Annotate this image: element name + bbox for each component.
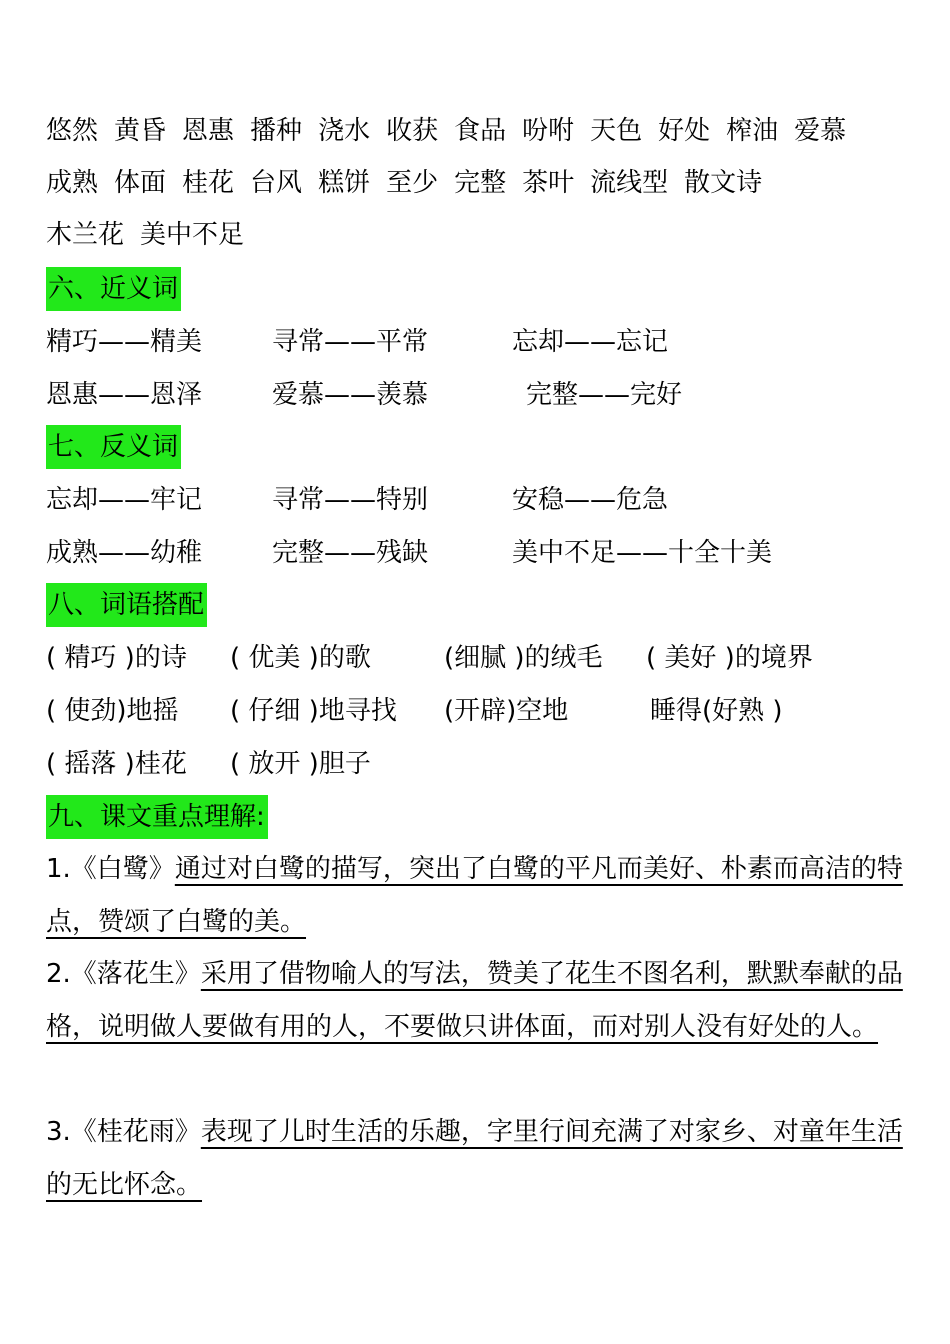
collocation: (开辟)空地	[444, 696, 569, 726]
antonym-pair: 忘却——牢记	[46, 485, 203, 515]
vocab-word: 收获	[386, 116, 439, 146]
vocab-word: 浇水	[318, 116, 371, 146]
collocation: ( 仔细 )地寻找	[230, 696, 397, 726]
collocation: ( 使劲)地摇	[46, 696, 179, 726]
antonym-pair: 安稳——危急	[512, 485, 669, 515]
vocab-word: 黄昏	[114, 116, 167, 146]
antonym-pair: 寻常——特别	[272, 485, 429, 515]
vocab-line-2	[46, 157, 778, 209]
key-point-item	[46, 948, 906, 1053]
vocab-word: 好处	[658, 116, 711, 146]
collocation: ( 摇落 )桂花	[46, 749, 187, 779]
vocab-word: 至少	[386, 168, 439, 198]
vocab-word: 完整	[454, 168, 507, 198]
vocab-word: 台风	[250, 168, 303, 198]
key-point-item	[46, 843, 906, 948]
section-heading-key-points: 九、课文重点理解:	[46, 795, 268, 839]
antonym-pair: 完整——残缺	[272, 538, 429, 568]
key-point-prefix: 3.《桂花雨》	[46, 1117, 201, 1147]
vocab-word: 茶叶	[522, 168, 575, 198]
vocab-word: 爱慕	[794, 116, 847, 146]
synonym-pair: 爱慕——羡慕	[272, 380, 429, 410]
vocab-word: 桂花	[182, 168, 235, 198]
vocab-word: 散文诗	[684, 168, 763, 198]
collocation: (细腻 )的绒毛	[444, 643, 603, 673]
vocab-word: 木兰花	[46, 220, 125, 250]
vocab-word: 播种	[250, 116, 303, 146]
vocab-word: 吩咐	[522, 116, 575, 146]
antonym-pair: 美中不足——十全十美	[512, 538, 773, 568]
key-point-text: 通过对白鹭的描写，突出了白鹭的平凡而美好、朴素而高洁的特点，赞颂了白鹭的美。	[46, 854, 903, 937]
synonym-pair: 恩惠——恩泽	[46, 380, 203, 410]
key-point-text: 表现了儿时生活的乐趣，字里行间充满了对家乡、对童年生活的无比怀念。	[46, 1117, 903, 1200]
collocation: ( 放开 )胆子	[230, 749, 371, 779]
collocation: 睡得(好熟 )	[650, 696, 783, 726]
collocation: ( 优美 )的歌	[230, 643, 371, 673]
key-point-prefix: 2.《落花生》	[46, 959, 201, 989]
section-heading-synonyms: 六、近义词	[46, 267, 181, 311]
synonym-pair: 精巧——精美	[46, 327, 203, 357]
collocation: ( 美好 )的境界	[646, 643, 813, 673]
vocab-word: 流线型	[590, 168, 669, 198]
key-point-text: 采用了借物喻人的写法，赞美了花生不图名利，默默奉献的品格，说明做人要做有用的人，不要做只讲体面，而对别人没有好处的人。	[46, 959, 903, 1042]
synonym-pair: 寻常——平常	[272, 327, 429, 357]
key-point-prefix: 1.《白鹭》	[46, 854, 175, 884]
vocab-line-1	[46, 105, 862, 157]
vocab-word: 天色	[590, 116, 643, 146]
section-heading-collocations: 八、词语搭配	[46, 583, 207, 627]
vocab-word: 美中不足	[140, 220, 245, 250]
collocation: ( 精巧 )的诗	[46, 643, 187, 673]
vocab-word: 食品	[454, 116, 507, 146]
section-heading-antonyms: 七、反义词	[46, 425, 181, 469]
vocab-word: 成熟	[46, 168, 99, 198]
vocab-word: 榨油	[726, 116, 779, 146]
synonym-pair: 完整——完好	[526, 380, 683, 410]
vocab-word: 恩惠	[182, 116, 235, 146]
synonym-pair: 忘却——忘记	[512, 327, 669, 357]
vocab-word: 悠然	[46, 116, 99, 146]
vocab-line-3	[46, 209, 260, 261]
antonym-pair: 成熟——幼稚	[46, 538, 203, 568]
vocab-word: 糕饼	[318, 168, 371, 198]
key-point-item	[46, 1106, 906, 1211]
vocab-word: 体面	[114, 168, 167, 198]
